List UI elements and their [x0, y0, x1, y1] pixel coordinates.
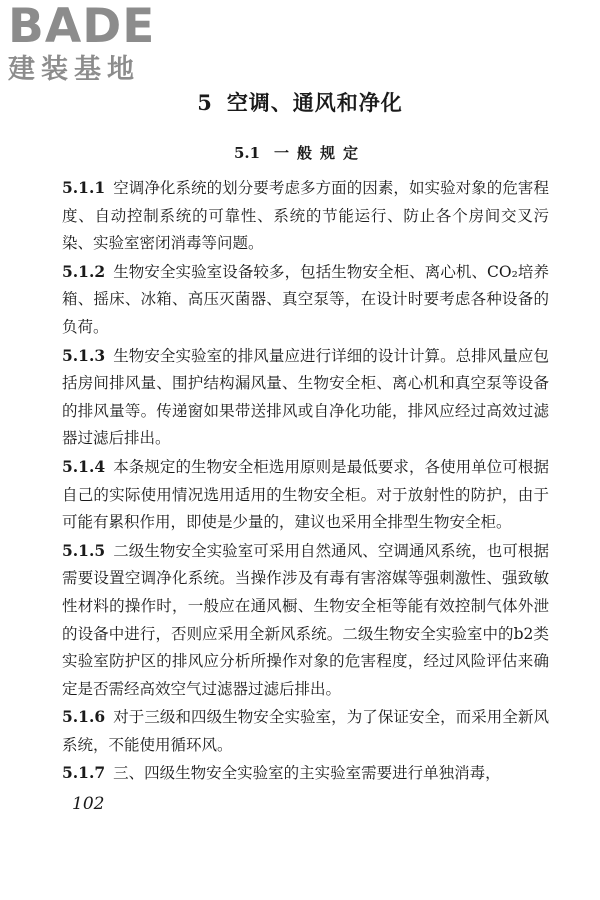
- clause-5-1-7: [62, 759, 549, 788]
- section-title: [0, 142, 600, 163]
- logo-subtitle: 建装基地: [8, 54, 140, 85]
- clause-number: 5.1.7: [62, 763, 106, 783]
- logo-wordmark: BADE: [8, 0, 156, 54]
- clause-number: 5.1.3: [62, 345, 106, 365]
- clause-5-1-3: [62, 342, 549, 453]
- clause-text: 对于三级和四级生物安全实验室，为了保证安全，而采用全新风系统，不能使用循环风。: [62, 708, 549, 754]
- chapter-title-text: 空调、通风和净化: [226, 90, 403, 115]
- clause-text: 本条规定的生物安全柜选用原则是最低要求，各使用单位可根据自己的实际使用情况选用适用的生物安全柜。对于放射性的防护，由于可能有累积作用，即使是少量的，建议也采用全排型生物安全柜。: [62, 457, 549, 532]
- clause-text: 空调净化系统的划分要考虑多方面的因素，如实验对象的危害程度、自动控制系统的可靠性、系统的节能运行、防止各个房间交叉污染、实验室密闭消毒等问题。: [62, 179, 549, 253]
- clause-list: [62, 174, 549, 788]
- chapter-title: [0, 87, 600, 117]
- clause-text: 三、四级生物安全实验室的主实验室需要进行单独消毒，: [113, 764, 501, 783]
- page-number: 102: [72, 794, 105, 814]
- clause-5-1-2: [62, 258, 549, 342]
- section-number: 5.1: [233, 144, 261, 162]
- clause-number: 5.1.5: [62, 540, 106, 560]
- clause-5-1-6: [62, 703, 549, 759]
- clause-5-1-5: [62, 537, 549, 704]
- clause-number: 5.1.6: [62, 707, 106, 727]
- clause-number: 5.1.1: [62, 178, 106, 197]
- clause-text: 二级生物安全实验室可采用自然通风、空调通风系统，也可根据需要设置空调净化系统。当操作涉及有毒有害溶媒等强刺激性、强致敏性材料的操作时，一般应在通风橱、生物安全柜等能有效控制气体外泄的设备中进行，否则应采用全新风系统。二级生物安全实验室中的b2类实验室防护区的排风应分析所操作对象的危害程度，经过风险评估来确定是否需经高效空气过滤器过滤后排出。: [62, 541, 549, 698]
- chapter-number: 5: [197, 90, 213, 115]
- clause-number: 5.1.4: [62, 456, 106, 476]
- clause-5-1-4: [62, 453, 549, 537]
- clause-5-1-1: [62, 174, 549, 258]
- clause-number: 5.1.2: [62, 261, 106, 281]
- clause-text: 生物安全实验室的排风量应进行详细的设计计算。总排风量应包括房间排风量、围护结构漏风量、生物安全柜、离心机和真空泵等设备的排风量等。传递窗如果带送排风或自净化功能，排风应经过高效过滤器过滤后排出。: [62, 346, 549, 448]
- bade-logo: [8, 2, 178, 86]
- clause-text: 生物安全实验室设备较多，包括生物安全柜、离心机、CO₂培养箱、摇床、冰箱、高压灭菌器、真空泵等，在设计时要考虑各种设备的负荷。: [62, 262, 549, 336]
- section-title-text: 一般规定: [274, 144, 367, 162]
